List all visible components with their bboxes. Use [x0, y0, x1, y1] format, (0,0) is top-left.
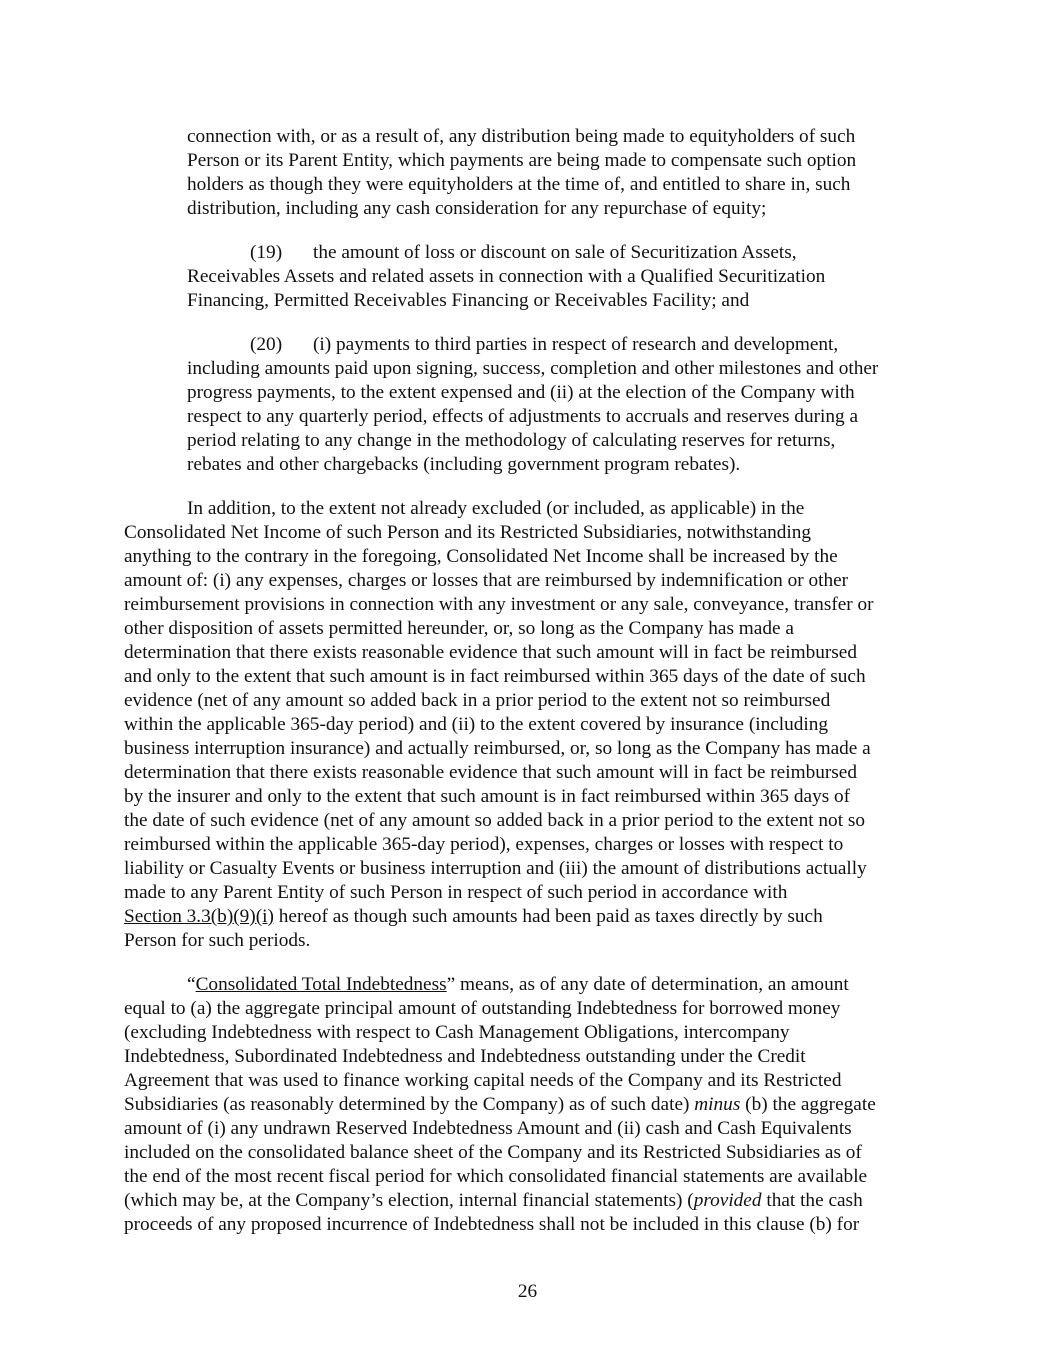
- text-line: liability or Casualty Events or business interruption and (iii) the amount of distributions actually: [124, 858, 867, 879]
- text-line: In addition, to the extent not already excluded (or included, as applicable) in the: [187, 498, 805, 519]
- text-line: [124, 973, 1055, 997]
- text-segment: “: [187, 974, 196, 995]
- text-line: the date of such evidence (net of any amount so added back in a prior period to the extent not so: [124, 810, 866, 831]
- text-line: equal to (a) the aggregate principal amount of outstanding Indebtedness for borrowed money: [124, 998, 841, 1019]
- text-line: amount of (i) any undrawn Reserved Indebtedness Amount and (ii) cash and Cash Equivalents: [124, 1118, 852, 1139]
- text-line: proceeds of any proposed incurrence of Indebtedness shall not be included in this clause (b) for: [124, 1214, 860, 1235]
- text-line: the end of the most recent fiscal period for which consolidated financial statements are available: [124, 1166, 868, 1187]
- clause-number: (20): [250, 334, 283, 355]
- document-body: [0, 125, 1055, 1257]
- text-line: Receivables Assets and related assets in connection with a Qualified Securitization: [187, 266, 826, 287]
- text-line: other disposition of assets permitted hereunder, or, so long as the Company has made a: [124, 618, 794, 639]
- underlined-term: Section 3.3(b)(9)(i): [124, 906, 274, 927]
- text-line: Person for such periods.: [124, 930, 311, 951]
- text-line: period relating to any change in the methodology of calculating reserves for returns,: [187, 430, 836, 451]
- text-line: reimbursed within the applicable 365-day period), expenses, charges or losses with respect to: [124, 834, 844, 855]
- text-line: holders as though they were equityholders at the time of, and entitled to share in, such: [187, 174, 851, 195]
- underlined-term: Consolidated Total Indebtedness: [195, 974, 447, 995]
- text-line: rebates and other chargebacks (including government program rebates).: [187, 454, 741, 475]
- clause-number: (19): [250, 242, 283, 263]
- text-line: Agreement that was used to finance working capital needs of the Company and its Restricted: [124, 1070, 842, 1091]
- text-line: (excluding Indebtedness with respect to Cash Management Obligations, intercompany: [124, 1022, 790, 1043]
- text-line: business interruption insurance) and actually reimbursed, or, so long as the Company has made a: [124, 738, 871, 759]
- text-line: including amounts paid upon signing, success, completion and other milestones and other: [187, 358, 879, 379]
- text-line: within the applicable 365-day period) and (ii) to the extent covered by insurance (including: [124, 714, 829, 735]
- text-line: progress payments, to the extent expensed and (ii) at the election of the Company with: [187, 382, 855, 403]
- text-line: determination that there exists reasonable evidence that such amount will in fact be reimbursed: [124, 642, 857, 663]
- text-line: made to any Parent Entity of such Person in respect of such period in accordance with: [124, 882, 788, 903]
- continuation-paragraph: [0, 125, 1055, 221]
- text-segment: that the cash: [761, 1190, 863, 1211]
- text-segment: (b) the aggregate: [740, 1094, 876, 1115]
- text-line: [124, 905, 1055, 929]
- text-line: reimbursement provisions in connection with any investment or any sale, conveyance, transfer or: [124, 594, 874, 615]
- text-line: Consolidated Net Income of such Person and its Restricted Subsidiaries, notwithstanding: [124, 522, 812, 543]
- text-line: anything to the contrary in the foregoing, Consolidated Net Income shall be increased by the: [124, 546, 838, 567]
- text-line: Person or its Parent Entity, which payments are being made to compensate such option: [187, 150, 857, 171]
- text-line: respect to any quarterly period, effects of adjustments to accruals and reserves during a: [187, 406, 859, 427]
- text-segment: hereof as though such amounts had been paid as taxes directly by such: [273, 906, 823, 927]
- text-segment: Subsidiaries (as reasonably determined by the Company) as of such date): [124, 1094, 695, 1115]
- text-line: (20) (i) payments to third parties in respect of research and development,: [250, 334, 839, 355]
- text-line: amount of: (i) any expenses, charges or losses that are reimbursed by indemnification or other: [124, 570, 849, 591]
- text-line: distribution, including any cash consideration for any repurchase of equity;: [187, 198, 767, 219]
- italic-term: provided: [693, 1190, 762, 1211]
- text-line: connection with, or as a result of, any distribution being made to equityholders of such: [187, 126, 856, 147]
- text-line: determination that there exists reasonable evidence that such amount will in fact be reimbursed: [124, 762, 857, 783]
- text-line: Financing, Permitted Receivables Financing or Receivables Facility; and: [187, 290, 750, 311]
- text-line: (19) the amount of loss or discount on sale of Securitization Assets,: [250, 242, 797, 263]
- text-line: and only to the extent that such amount is in fact reimbursed within 365 days of the date of such: [124, 666, 866, 687]
- italic-term: minus: [694, 1094, 741, 1115]
- text-line: Indebtedness, Subordinated Indebtedness and Indebtedness outstanding under the Credit: [124, 1046, 806, 1067]
- text-line: [124, 1093, 1055, 1117]
- in-addition-paragraph: [0, 497, 1055, 953]
- clause-19: [0, 241, 1055, 313]
- text-segment: ” means, as of any date of determination, an amount: [446, 974, 849, 995]
- text-line: evidence (net of any amount so added back in a prior period to the extent not so reimbursed: [124, 690, 831, 711]
- text-line: by the insurer and only to the extent that such amount is in fact reimbursed within 365 days of: [124, 786, 851, 807]
- text-line: included on the consolidated balance sheet of the Company and its Restricted Subsidiaries as of: [124, 1142, 862, 1163]
- text-line: [124, 1189, 1055, 1213]
- clause-20: [0, 333, 1055, 477]
- page-number: 26: [517, 1281, 538, 1302]
- text-segment: (which may be, at the Company’s election, internal financial statements) (: [124, 1190, 694, 1211]
- consolidated-total-indebtedness-definition: [0, 973, 1055, 1237]
